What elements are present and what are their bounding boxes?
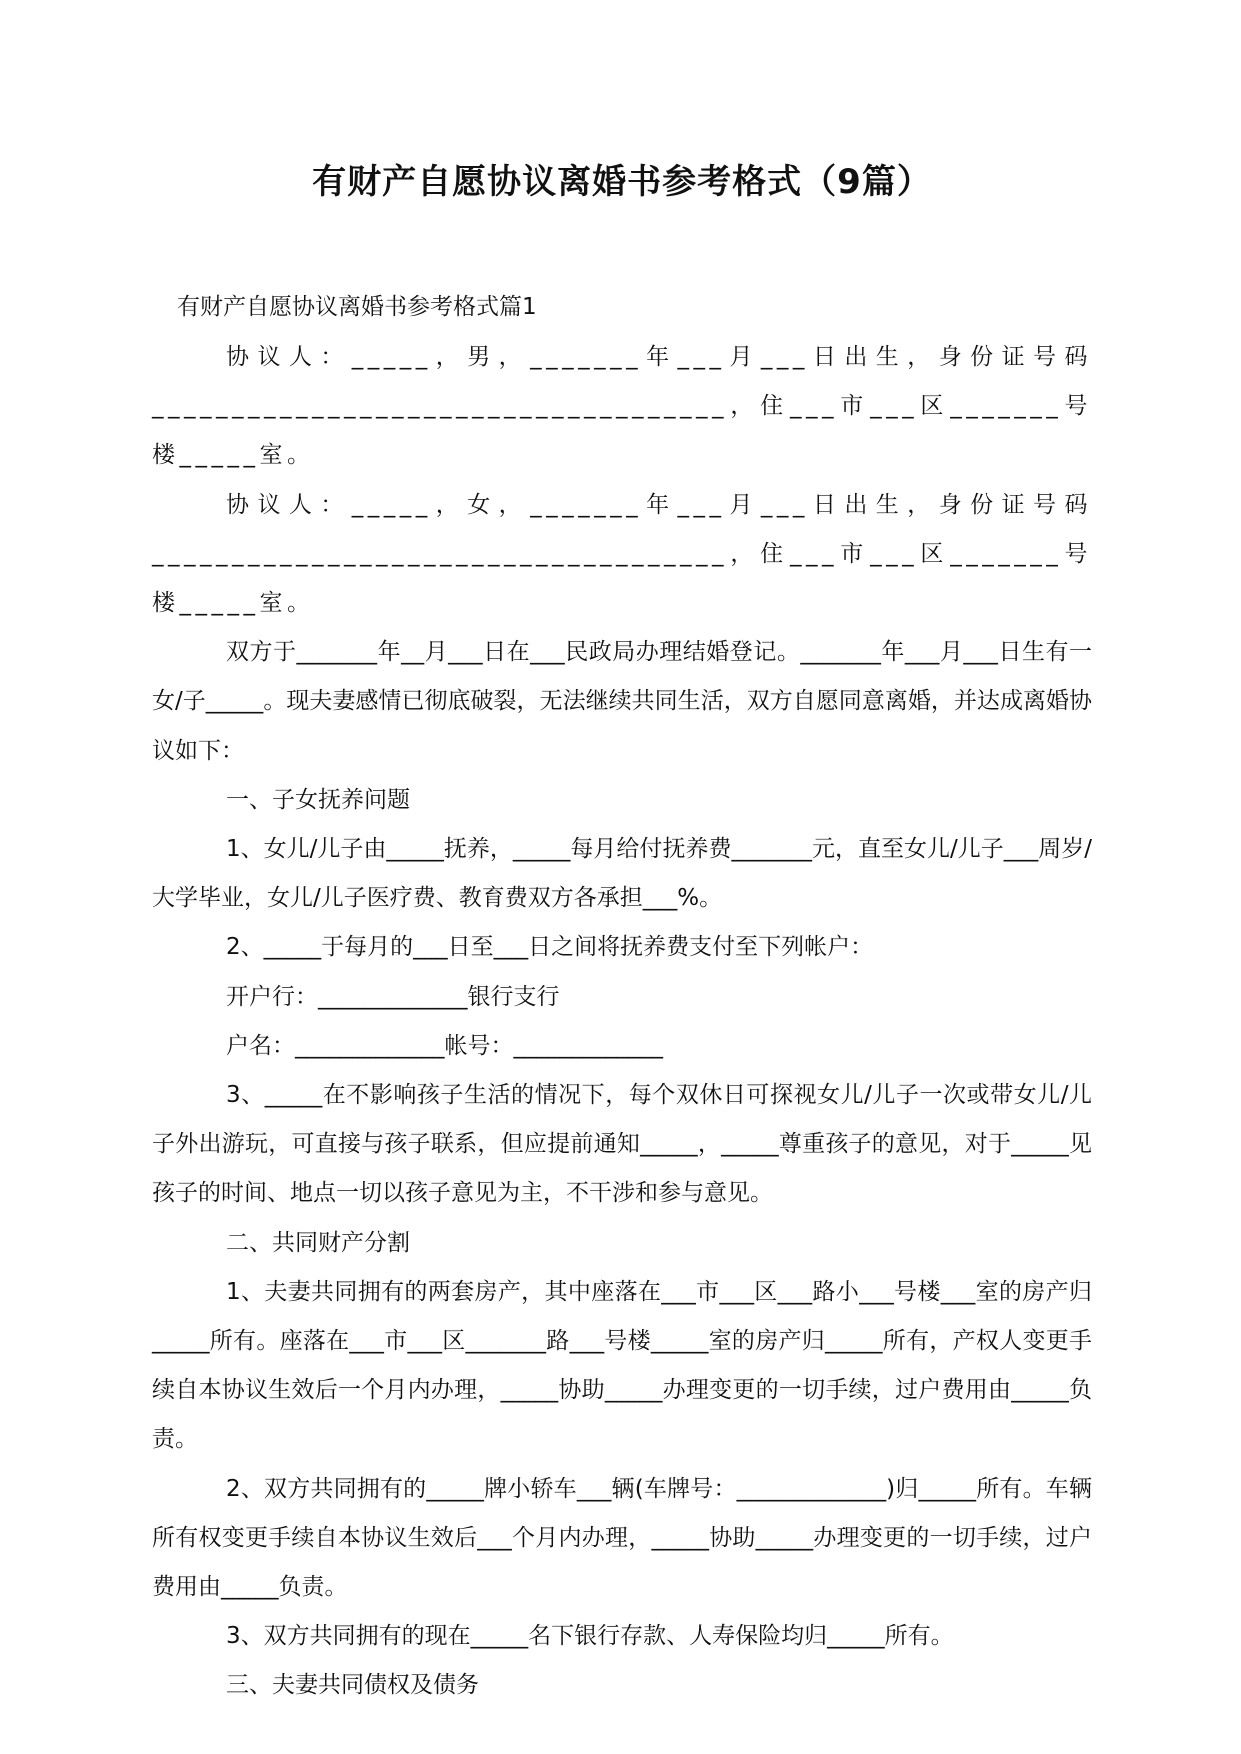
account-line: 户名：_____________帐号：_____________ [226, 1032, 663, 1059]
property-car-clause: 2、双方共同拥有的_____牌小轿车___辆(车牌号：_____________)归_____所有。车辆所有权变更手续自本协议生效后___个月内办理，_____协助_____办理变更的一切手续，过户费用由_____负责。 [152, 1475, 1092, 1601]
visitation-clause: 3、_____在不影响孩子生活的情况下，每个双休日可探视女儿/儿子一次或带女儿/儿子外出游玩，可直接与孩子联系，但应提前通知_____，_____尊重孩子的意见，对于_____见孩子的时间、地点一切以孩子意见为主，不干涉和参与意见。 [152, 1082, 1092, 1207]
section-heading-debts: 三、夫妻共同债权及债务 [226, 1672, 479, 1699]
bank-name-line: 开户行：_____________银行支行 [226, 983, 560, 1010]
property-house-clause: 1、夫妻共同拥有的两套房产，其中座落在___市___区___路小___号楼___室的房产归_____所有。座落在___市___区_______路___号楼_____室的房产归_____所有，产权人变更手续自本协议生效后一个月内办理，_____协助_____办理变更的一切手续，过户费用由_____负责。 [152, 1278, 1092, 1453]
child-support-clause-2: 2、_____于每月的___日至___日之间将抚养费支付至下列帐户： [226, 934, 874, 961]
document-title: 有财产自愿协议离婚书参考格式（9篇） [312, 162, 932, 202]
document-body [152, 333, 1092, 1711]
property-savings-clause: 3、双方共同拥有的现在_____名下银行存款、人寿保险均归_____所有。 [226, 1623, 954, 1650]
section-subtitle: 有财产自愿协议离婚书参考格式篇1 [177, 294, 537, 320]
section-heading-child-support: 一、子女抚养问题 [226, 786, 410, 813]
party-male-paragraph: 协议人：_____，男，_______年___月___日出生，身份证号码____________________________________，住___市___区_______号楼_____室。 [152, 344, 1092, 469]
section-heading-property: 二、共同财产分割 [226, 1229, 410, 1256]
child-support-clause-1: 1、女儿/儿子由_____抚养，_____每月给付抚养费_______元，直至女儿/儿子___周岁/大学毕业，女儿/儿子医疗费、教育费双方各承担___%。 [152, 836, 1092, 912]
party-female-paragraph: 协议人：_____，女，_______年___月___日出生，身份证号码____________________________________，住___市___区_______号楼_____室。 [152, 491, 1092, 617]
marriage-info-paragraph: 双方于_______年__月___日在___民政局办理结婚登记。_______年___月___日生有一女/子_____。现夫妻感情已彻底破裂，无法继续共同生活，双方自愿同意离婚，并达成离婚协议如下： [152, 639, 1092, 764]
